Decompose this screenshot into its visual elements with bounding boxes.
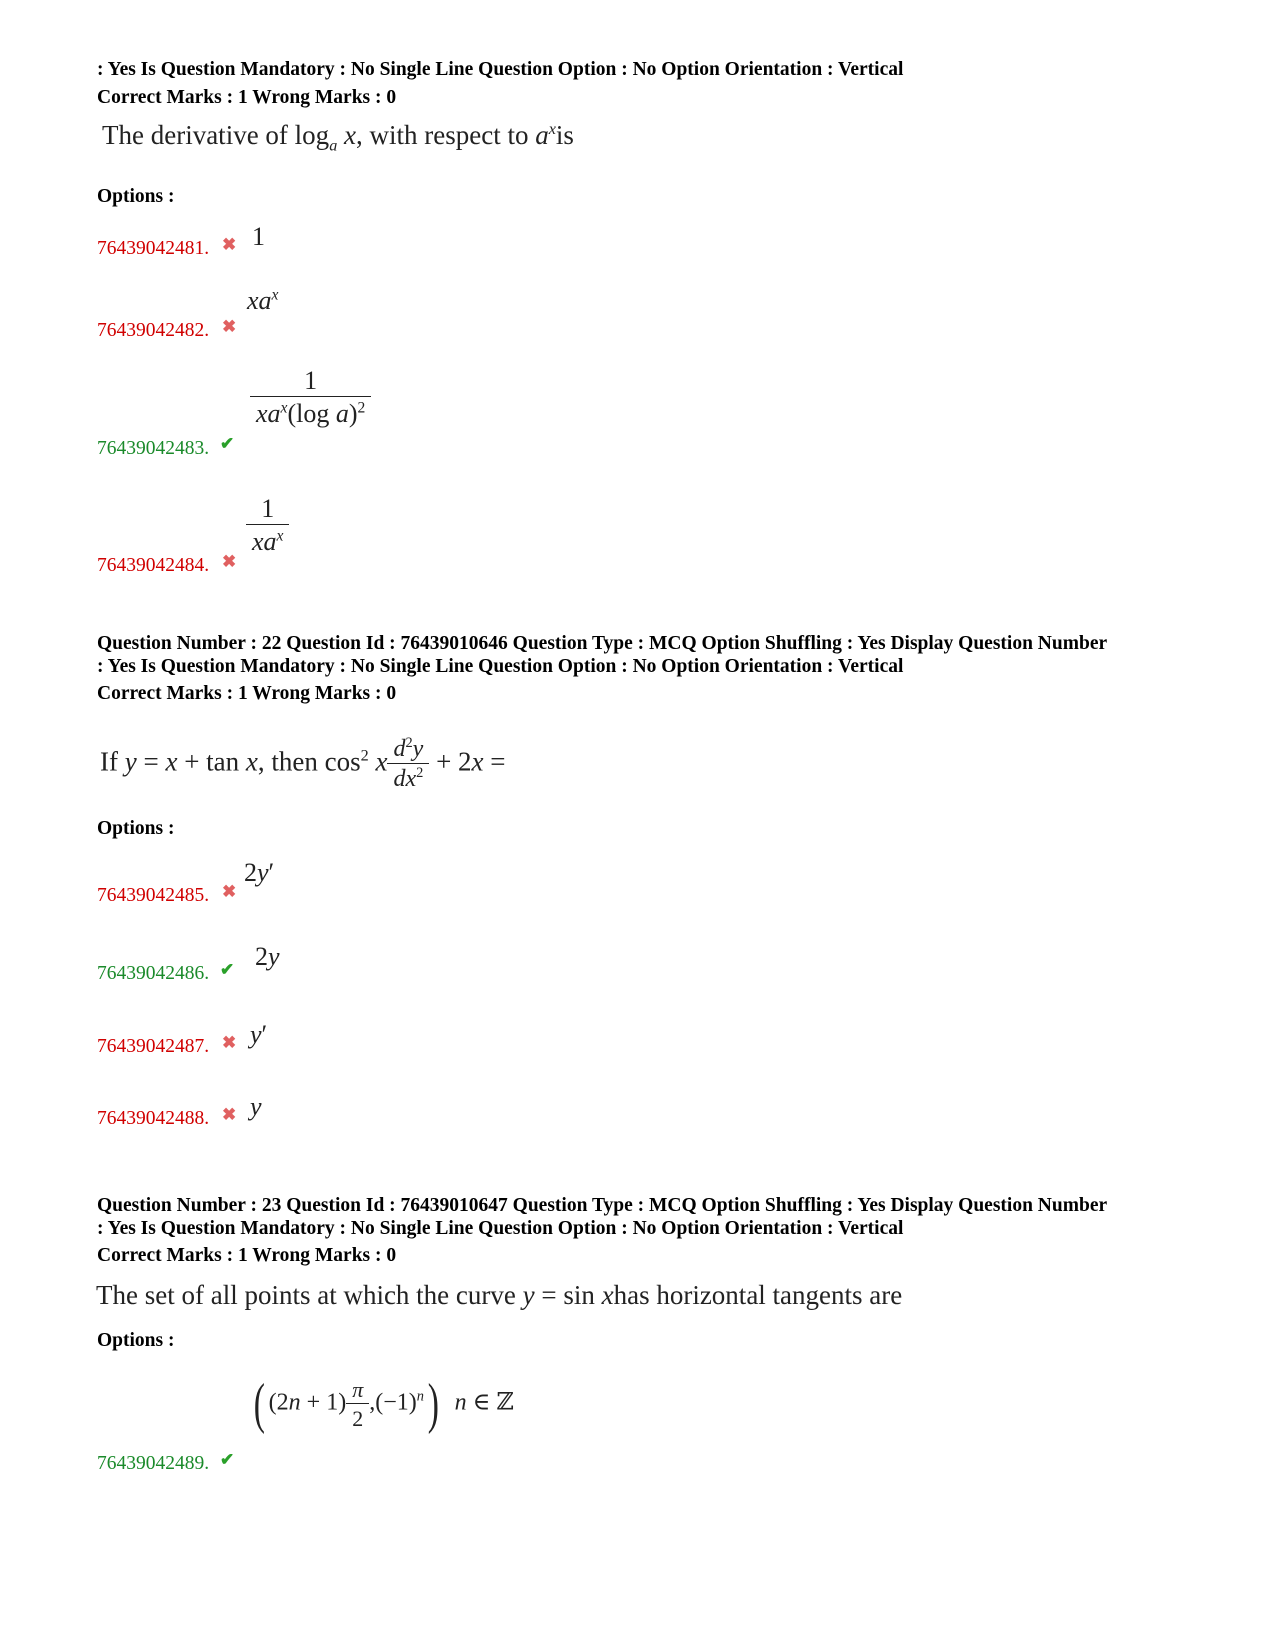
q23-meta-line1: Question Number : 23 Question Id : 76439010647 Question Type : MCQ Option Shuffling : Yes Display Question Number — [97, 1195, 1108, 1216]
option-id: 76439042489. — [97, 1453, 210, 1474]
option-id: 76439042488. — [97, 1108, 210, 1129]
option-id: 76439042487. — [97, 1036, 210, 1057]
q23-meta-line3: Correct Marks : 1 Wrong Marks : 0 — [97, 1245, 397, 1266]
option-math: y′ — [250, 1020, 268, 1049]
q22-meta-line3: Correct Marks : 1 Wrong Marks : 0 — [97, 683, 397, 704]
cross-icon: ✖ — [222, 882, 237, 901]
q23-options-label: Options : — [97, 1330, 175, 1351]
q21-options-label: Options : — [97, 186, 175, 207]
cross-icon: ✖ — [222, 1033, 237, 1052]
option-id: 76439042483. — [97, 438, 210, 459]
option-id: 76439042486. — [97, 963, 210, 984]
option-id: 76439042482. — [97, 320, 210, 341]
q22-options-label: Options : — [97, 818, 175, 839]
option-id: 76439042481. — [97, 238, 210, 259]
option-math: $xa^x$ — [247, 286, 279, 315]
cross-icon: ✖ — [222, 552, 237, 571]
option-math: y — [250, 1092, 262, 1121]
option-math: $\frac{1}{xa^x}$ — [246, 494, 289, 557]
q21-meta-line2: : Yes Is Question Mandatory : No Single Line Question Option : No Option Orientation : Vertical — [97, 59, 904, 80]
q21-meta-line3: Correct Marks : 1 Wrong Marks : 0 — [97, 87, 397, 108]
option-id: 76439042485. — [97, 885, 210, 906]
q23-question-text: The set of all points at which the curve y = sin xhas horizontal tangents are — [96, 1280, 903, 1310]
check-icon: ✔ — [220, 1450, 235, 1469]
cross-icon: ✖ — [222, 317, 237, 336]
option-math: $\frac{1}{xa^x(\log a)^2}$ — [250, 366, 371, 429]
q22-meta-line1: Question Number : 22 Question Id : 76439010646 Question Type : MCQ Option Shuffling : Yes Display Question Number — [97, 633, 1108, 654]
option-math: 1 — [252, 222, 265, 251]
q22-meta-line2: : Yes Is Question Mandatory : No Single Line Question Option : No Option Orientation : Vertical — [97, 656, 904, 677]
option-math: 2y — [255, 942, 280, 971]
q22-question-text: If y = x + tan x, then $\cos^2 x$ $\frac{d^2y}{dx^2}$ + 2x = — [100, 735, 506, 792]
q21-question-text: The derivative of $\log_a x$, with respect to $a^xis$ — [102, 120, 574, 155]
option-math: 2y′ — [244, 858, 275, 887]
q23-meta-line2: : Yes Is Question Mandatory : No Single Line Question Option : No Option Orientation : Vertical — [97, 1218, 904, 1239]
cross-icon: ✖ — [222, 1105, 237, 1124]
option-math: ( (2n + 1) $\frac{\pi}{2}$ $,(-1)^n$) n ∈ ℤ — [253, 1373, 514, 1435]
option-id: 76439042484. — [97, 555, 210, 576]
check-icon: ✔ — [220, 434, 235, 453]
cross-icon: ✖ — [222, 235, 237, 254]
check-icon: ✔ — [220, 960, 235, 979]
